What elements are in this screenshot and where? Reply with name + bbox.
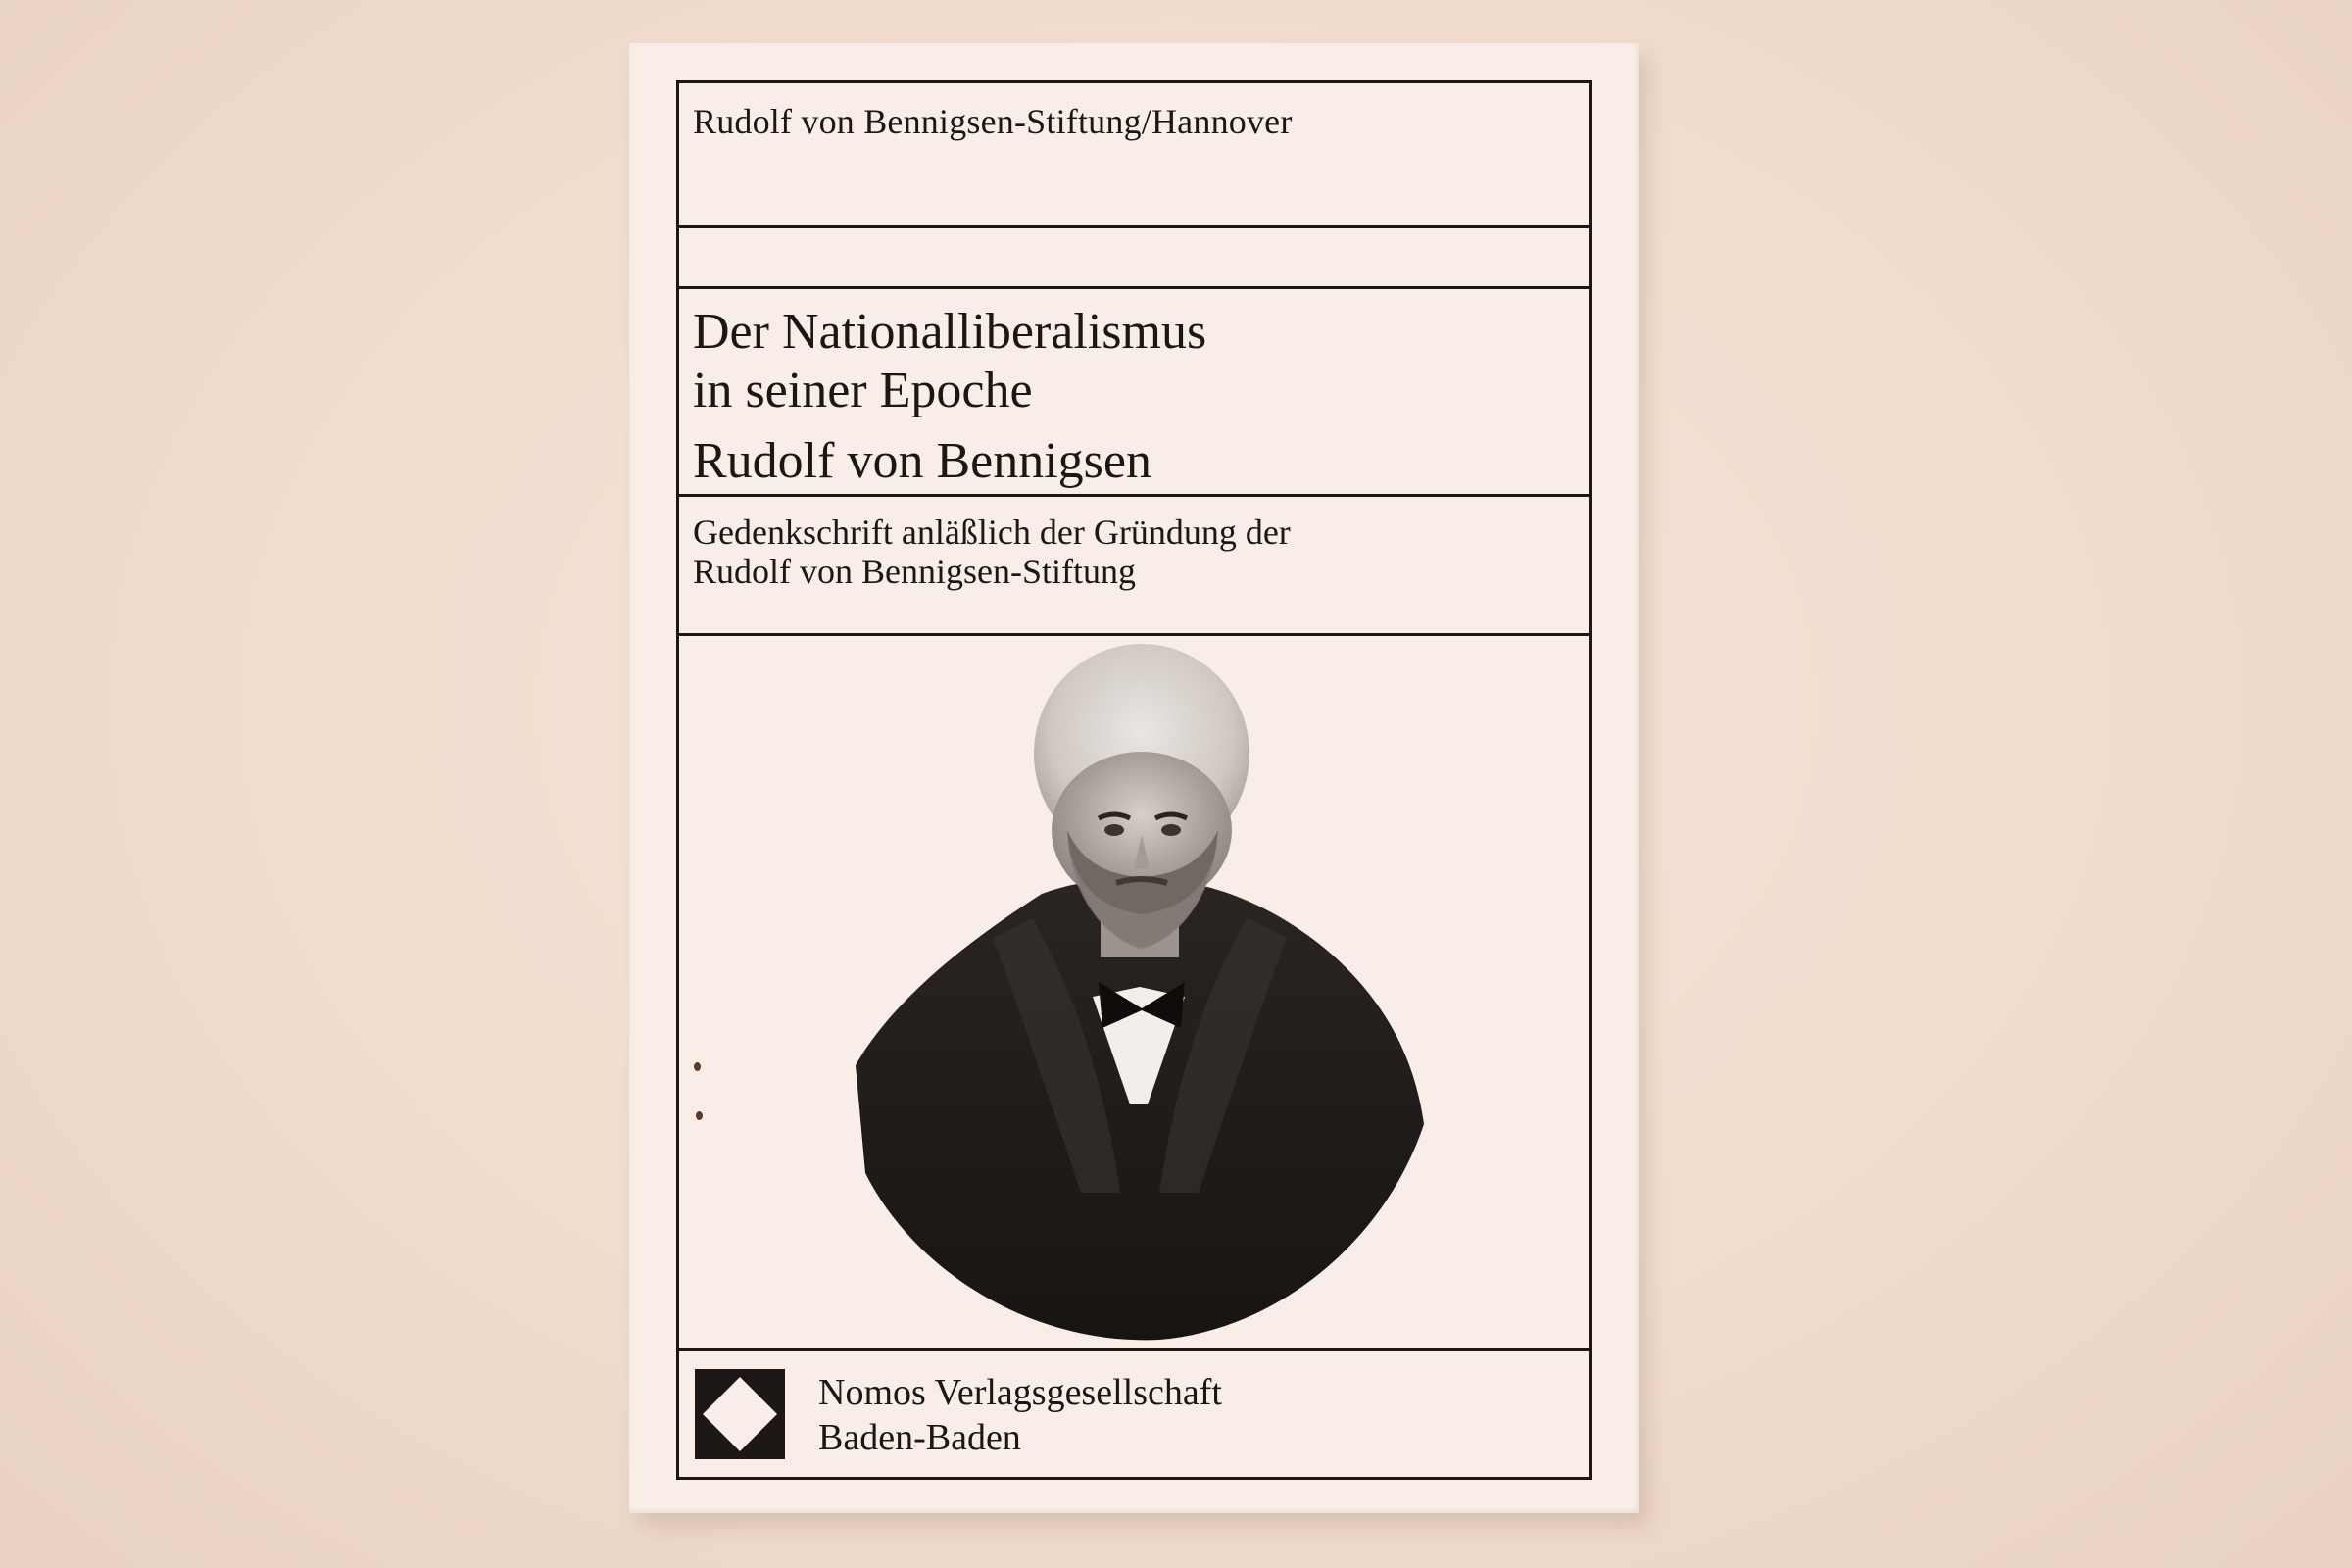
foundation-line: Rudolf von Bennigsen-Stiftung/Hannover: [693, 102, 1293, 141]
empty-band-row: [679, 228, 1589, 289]
title-line-1: Der Nationalliberalismus: [693, 304, 1207, 360]
publisher-row: [679, 1351, 1589, 1477]
portrait-row: [679, 636, 1589, 1351]
speck: [696, 1111, 703, 1120]
diamond-in-square-icon: [695, 1369, 785, 1459]
title-row: [679, 289, 1589, 497]
title-line-3: Rudolf von Bennigsen: [693, 433, 1152, 489]
publisher-city: Baden-Baden: [818, 1417, 1021, 1458]
subtitle-line-1: Gedenkschrift anläßlich der Gründung der: [693, 513, 1291, 552]
subtitle-line-2: Rudolf von Bennigsen-Stiftung: [693, 552, 1136, 591]
publisher-name: Nomos Verlagsgesellschaft: [818, 1372, 1222, 1413]
cover-frame: [676, 80, 1592, 1480]
portrait-photo: [836, 644, 1444, 1346]
title-line-2: in seiner Epoche: [693, 363, 1033, 418]
foundation-row: [679, 83, 1589, 228]
subtitle-row: [679, 497, 1589, 636]
speck: [694, 1062, 701, 1071]
book-cover: [629, 43, 1639, 1513]
